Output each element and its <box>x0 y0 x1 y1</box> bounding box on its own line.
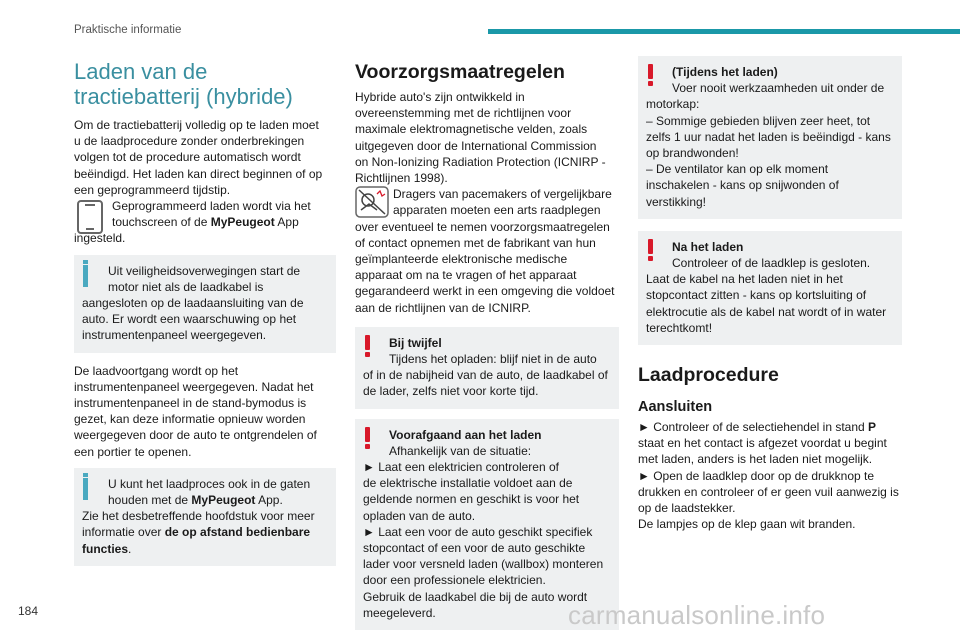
title-line: Laden van de <box>74 59 208 84</box>
text-line: uitgegeven door de International Commission <box>355 138 597 153</box>
text-line: instrumentenpaneel weergegeven. Nadat het <box>74 379 314 394</box>
text-line: – De ventilator kan op elk moment <box>646 162 829 177</box>
app-name: MyPeugeot <box>191 493 256 508</box>
warning-box-after-charging <box>638 231 902 345</box>
text-line: op brandwonden! <box>646 146 739 161</box>
text-line: elektrocutie als de kabel nat wordt of in water <box>646 304 887 319</box>
text-line: stopcontact zitten - kans op kortsluiting of <box>646 288 867 303</box>
text-line: op de laadstekker. <box>638 501 736 516</box>
text-line: gegarandeerd werkt in een omgeving die voldoet <box>355 284 615 299</box>
warning-exclamation-icon <box>648 239 653 259</box>
text-line <box>638 419 902 435</box>
text-line: ► Open de laadklep door op de drukknop te <box>638 468 875 483</box>
text-span: houden met de <box>108 493 192 508</box>
text-line: opladen van de auto. <box>363 508 476 523</box>
text-line: on Non-Ionizing Radiation Protection (ICNIRP - <box>355 154 606 169</box>
text-span: informatie over <box>82 525 165 540</box>
text-line: lader voor versneld laden (wallbox) monteren <box>363 557 604 572</box>
text-line: De laadvoortgang wordt op het <box>74 363 239 378</box>
text-line: een geprogrammeerd tijdstip. <box>74 182 231 197</box>
subsection-title-connect: Aansluiten <box>638 399 713 416</box>
text-line: Om de tractiebatterij volledig op te laden moet <box>74 118 319 132</box>
text-line <box>82 541 328 557</box>
crossref-bold: de op afstand bedienbare <box>164 525 311 540</box>
text-line: Zie het desbetreffende hoofdstuk voor meer <box>82 509 315 524</box>
text-line: de elektrische installatie voldoet aan de <box>363 476 573 491</box>
text-span: . <box>128 541 132 556</box>
text-line: door een professionele elektricien. <box>363 573 546 588</box>
text-span: touchscreen of de <box>112 215 211 230</box>
text-line: U kunt het laadproces ook in de gaten <box>108 476 311 491</box>
text-line <box>74 214 336 230</box>
text-line: apparaat om na te vragen of het apparaat <box>355 268 577 283</box>
text-line: zelfs 1 uur nadat het laden is beëindigd - kans <box>646 129 891 144</box>
section-title-precautions: Voorzorgsmaatregelen <box>355 61 565 83</box>
text-line: Dragers van pacemakers of vergelijkbare <box>393 187 612 202</box>
text-line: over eventueel te nemen voorzorgsmaatregelen <box>355 219 610 234</box>
pacemaker-warning-icon <box>355 186 389 218</box>
text-line: de lader, zelfs niet voor korte tijd. <box>363 384 539 399</box>
text-line: geïmplanteerde elektronische medische <box>355 252 568 267</box>
scheduled-charging-paragraph <box>74 198 336 247</box>
text-line: – Sommige gebieden blijven zeer heet, tot <box>646 113 871 128</box>
text-line: Laat de kabel na het laden niet in het <box>646 272 843 287</box>
text-line: gezet, kan deze informatie opnieuw worden <box>74 412 306 427</box>
warning-box-before-charging <box>355 419 619 630</box>
precautions-paragraph <box>355 89 619 186</box>
text-line: motorkap: <box>646 97 700 112</box>
text-line: ingesteld. <box>74 231 126 246</box>
info-icon <box>83 265 88 287</box>
watermark: carmanualsonline.info <box>568 600 826 630</box>
warning-box-during-charging <box>638 56 902 219</box>
text-line: Controleer of de laadklep is gesloten. <box>672 256 871 271</box>
text-line: of in de nabijheid van de auto, de laadkabel of <box>363 368 608 383</box>
warning-exclamation-icon <box>365 335 370 355</box>
warning-title: Voorafgaand aan het laden <box>389 427 542 442</box>
progress-paragraph <box>74 363 336 460</box>
section-title-procedure: Laadprocedure <box>638 364 779 387</box>
text-line: Voer nooit werkzaamheden uit onder de <box>672 81 885 96</box>
info-box-safety <box>74 255 336 353</box>
text-line: volgen tot de procedure automatisch wordt <box>74 150 301 165</box>
text-line: maximale elektromagnetische velden, zoals <box>355 122 588 137</box>
title-line: tractiebatterij (hybride) <box>74 84 293 109</box>
text-line: verstikking! <box>646 194 707 209</box>
text-line: geldende normen en geschikt is voor het <box>363 492 580 507</box>
text-line: overeenstemming met de richtlijnen voor <box>355 106 572 121</box>
text-line: Geprogrammeerd laden wordt via het <box>112 199 311 214</box>
pacemaker-paragraph <box>355 186 619 316</box>
text-line <box>82 492 328 508</box>
warning-title: Na het laden <box>672 239 744 254</box>
text-line: stopcontact of een voor de auto geschikte <box>363 541 586 556</box>
text-line: instrumentenpaneel in de stand-bymodus is <box>74 396 307 411</box>
text-span: App <box>274 215 299 230</box>
text-line: beëindigd. Het laden kan direct beginnen of op <box>74 166 323 181</box>
info-box-app <box>74 468 336 566</box>
text-line: staat en het contact is afgezet voordat u begint <box>638 436 887 451</box>
page-number: 184 <box>18 604 39 618</box>
text-line: of contact opnemen met de fabrikant van hun <box>355 235 596 250</box>
smartphone-icon <box>77 200 103 234</box>
text-line: weergegeven door de auto te ontgrendelen of <box>74 428 317 443</box>
text-line: meegeleverd. <box>363 605 436 620</box>
text-line: motor niet als de laadkabel is <box>108 279 264 294</box>
warning-box-doubt <box>355 327 619 409</box>
text-line: auto. Er wordt een waarschuwing op het <box>82 312 297 327</box>
crossref-bold: functies <box>82 541 129 556</box>
column-3 <box>638 56 902 532</box>
text-line: Richtlijnen 1998). <box>355 171 448 186</box>
header-accent-bar <box>488 29 960 34</box>
text-span: ► Controleer of de selectiehendel in stand <box>638 420 869 435</box>
text-line: inschakelen - kans op snijwonden of <box>646 178 839 193</box>
text-line: terechtkomt! <box>646 320 713 335</box>
text-line: ► Laat een elektricien controleren of <box>363 460 559 475</box>
text-line: De lampjes op de klep gaan wit branden. <box>638 517 856 532</box>
text-line: met laden, anders is het laden niet mogelijk. <box>638 452 873 467</box>
text-line: ► Laat een voor de auto geschikt specifiek <box>363 524 593 539</box>
warning-title: Bij twijfel <box>389 335 442 350</box>
text-line: drukken en controleer of er geen vuil aanwezig is <box>638 484 899 499</box>
text-span: App. <box>255 493 283 508</box>
text-line: Hybride auto's zijn ontwikkeld in <box>355 90 525 104</box>
section-title-charging <box>74 59 336 109</box>
info-icon <box>83 478 88 500</box>
text-line: instrumentenpaneel weergegeven. <box>82 328 267 343</box>
text-line: aan de richtlijnen van de ICNIRP. <box>355 300 531 315</box>
column-2 <box>355 56 619 630</box>
section-header: Praktische informatie <box>74 24 182 36</box>
text-line: u de laadprocedure zonder onderbrekingen <box>74 134 305 149</box>
text-line: apparaten moeten een arts raadplegen <box>393 203 601 218</box>
text-line: Afhankelijk van de situatie: <box>389 443 532 458</box>
warning-title: (Tijdens het laden) <box>672 65 778 79</box>
text-line: een portier te openen. <box>74 444 192 459</box>
connect-paragraph <box>638 419 902 532</box>
gear-position: P <box>868 420 877 435</box>
text-line: Tijdens het opladen: blijf niet in de auto <box>389 352 597 367</box>
app-name: MyPeugeot <box>210 215 275 230</box>
text-line <box>82 524 328 540</box>
text-line: aangesloten op de laadaansluiting van de <box>82 296 304 311</box>
warning-exclamation-icon <box>365 427 370 447</box>
intro-paragraph <box>74 117 336 198</box>
column-1 <box>74 56 336 576</box>
text-line: Uit veiligheidsoverwegingen start de <box>108 263 301 278</box>
warning-exclamation-icon <box>648 64 653 84</box>
text-line: Gebruik de laadkabel die bij de auto wordt <box>363 589 588 604</box>
